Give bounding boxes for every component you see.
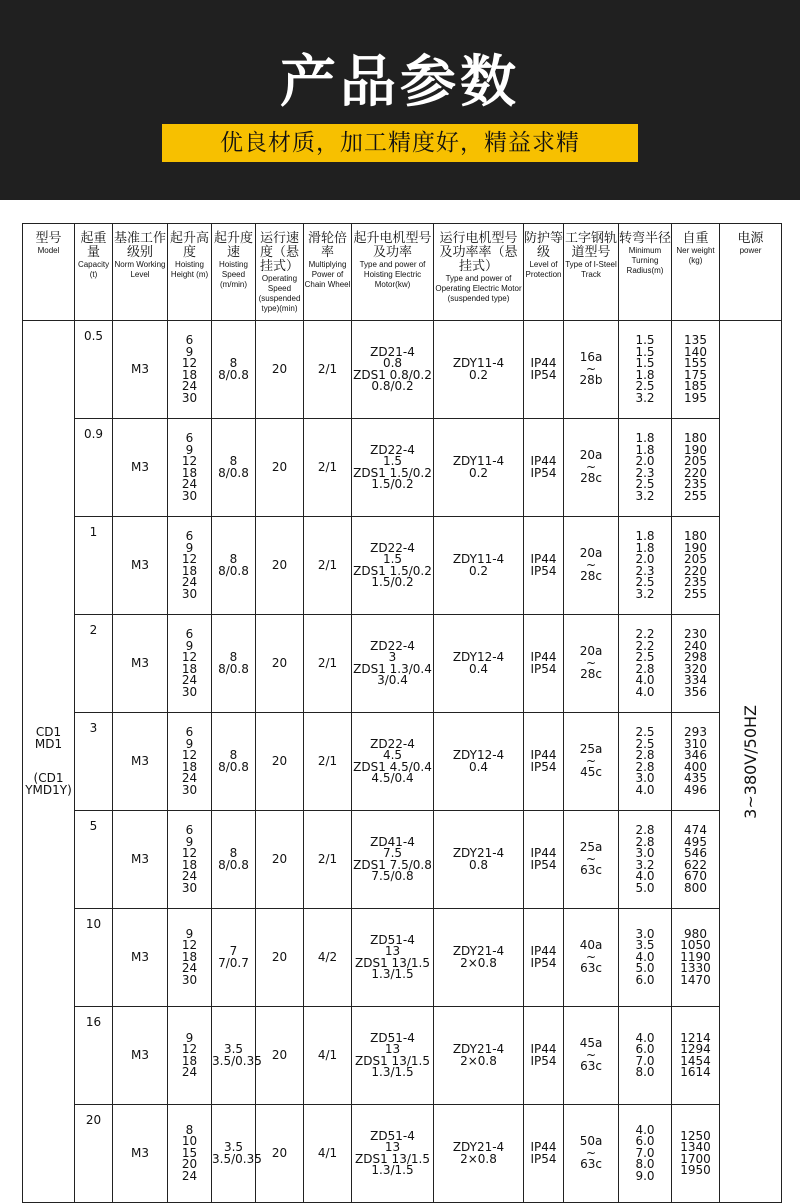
height-cell: 6 9 12 18 24 30 (168, 517, 212, 615)
column-header-cn: 运行电机型号及功率率（悬挂式） (439, 231, 518, 274)
column-header (524, 224, 564, 321)
table-row (23, 1105, 782, 1203)
power-cell (720, 321, 782, 1203)
protection-cell: IP44 IP54 (524, 517, 564, 615)
protection-cell: IP44 IP54 (524, 1007, 564, 1105)
height-cell: 6 9 12 18 24 30 (168, 811, 212, 909)
column-header-en: Operating Speed (suspended type)(min) (258, 274, 301, 313)
weight-cell: 1214 1294 1454 1614 (672, 1007, 720, 1105)
op-motor-cell: ZDY21-4 2×0.8 (434, 1007, 524, 1105)
table-row (23, 419, 782, 517)
column-header-en: Type and power of Operating Electric Motor (suspended type) (435, 274, 522, 303)
hoist-motor-cell: ZD22-4 4.5 ZDS1 4.5/0.4 4.5/0.4 (352, 713, 434, 811)
radius-cell: 2.8 2.8 3.0 3.2 4.0 5.0 (619, 811, 672, 909)
op-speed-cell: 20 (256, 909, 304, 1007)
column-header-en: Minimum Turning Radius(m) (626, 246, 664, 275)
hoist-motor-cell: ZD22-4 1.5 ZDS1 1.5/0.2 1.5/0.2 (352, 419, 434, 517)
protection-cell: IP44 IP54 (524, 321, 564, 419)
column-header-en: Norm Working Level (114, 260, 166, 279)
column-header (619, 224, 672, 321)
protection-cell: IP44 IP54 (524, 713, 564, 811)
op-speed-cell: 20 (256, 713, 304, 811)
height-cell: 9 12 18 24 30 (168, 909, 212, 1007)
column-header (564, 224, 619, 321)
ratio-cell: 4/1 (304, 1105, 352, 1203)
level-cell: M3 (113, 909, 168, 1007)
level-cell: M3 (113, 321, 168, 419)
column-header (212, 224, 256, 321)
column-header (23, 224, 75, 321)
speed-cell: 8 8/0.8 (212, 615, 256, 713)
table-row (23, 909, 782, 1007)
column-header (304, 224, 352, 321)
column-header-cn: 滑轮倍率 (307, 231, 347, 260)
column-header-cn: 起重量 (80, 231, 107, 260)
speed-cell: 7 7/0.7 (212, 909, 256, 1007)
column-header-en: Model (37, 246, 60, 255)
radius-cell: 1.8 1.8 2.0 2.3 2.5 3.2 (619, 419, 672, 517)
ratio-cell: 2/1 (304, 615, 352, 713)
header-row (23, 224, 782, 321)
power-label: 3~380V/50HZ (740, 704, 760, 819)
track-cell: 20a ~ 28c (564, 419, 619, 517)
capacity-cell: 0.9 (75, 419, 113, 517)
table-row (23, 811, 782, 909)
hoist-motor-cell: ZD51-4 13 ZDS1 13/1.5 1.3/1.5 (352, 909, 434, 1007)
track-cell: 45a ~ 63c (564, 1007, 619, 1105)
hoist-motor-cell: ZD51-4 13 ZDS1 13/1.5 1.3/1.5 (352, 1105, 434, 1203)
op-speed-cell: 20 (256, 1105, 304, 1203)
protection-cell: IP44 IP54 (524, 419, 564, 517)
height-cell: 6 9 12 18 24 30 (168, 419, 212, 517)
op-motor-cell: ZDY11-4 0.2 (434, 321, 524, 419)
ratio-cell: 2/1 (304, 517, 352, 615)
column-header-en: Type and power of Hoisting Electric Motor(kw) (359, 260, 426, 289)
table-row (23, 321, 782, 419)
column-header-en: Hoisting Speed (m/min) (219, 260, 248, 289)
column-header-en: Level of Protection (525, 260, 562, 279)
column-header-cn: 基准工作级别 (113, 231, 166, 260)
model-cell: CD1 MD1 (CD1 YMD1Y) (23, 321, 75, 1203)
level-cell: M3 (113, 419, 168, 517)
height-cell: 6 9 12 18 24 30 (168, 321, 212, 419)
hoist-motor-cell: ZD51-4 13 ZDS1 13/1.5 1.3/1.5 (352, 1007, 434, 1105)
column-header-en: power (739, 246, 762, 255)
radius-cell: 3.0 3.5 4.0 5.0 6.0 (619, 909, 672, 1007)
weight-cell: 230 240 298 320 334 356 (672, 615, 720, 713)
op-motor-cell: ZDY11-4 0.2 (434, 517, 524, 615)
op-motor-cell: ZDY21-4 0.8 (434, 811, 524, 909)
table-body (23, 321, 782, 1203)
table-row (23, 517, 782, 615)
track-cell: 50a ~ 63c (564, 1105, 619, 1203)
table-row (23, 615, 782, 713)
height-cell: 8 10 15 20 24 (168, 1105, 212, 1203)
track-cell: 25a ~ 63c (564, 811, 619, 909)
ratio-cell: 2/1 (304, 321, 352, 419)
capacity-cell: 0.5 (75, 321, 113, 419)
level-cell: M3 (113, 615, 168, 713)
ratio-cell: 2/1 (304, 713, 352, 811)
column-header-cn: 自重 (682, 231, 709, 246)
speed-cell: 3.5 3.5/0.35 (212, 1105, 256, 1203)
column-header-en: Type of I-Steel Track (565, 260, 617, 279)
weight-cell: 980 1050 1190 1330 1470 (672, 909, 720, 1007)
column-header (352, 224, 434, 321)
radius-cell: 1.5 1.5 1.5 1.8 2.5 3.2 (619, 321, 672, 419)
column-header-cn: 电源 (737, 231, 764, 246)
column-header (720, 224, 782, 321)
column-header (168, 224, 212, 321)
weight-cell: 474 495 546 622 670 800 (672, 811, 720, 909)
speed-cell: 8 8/0.8 (212, 321, 256, 419)
ratio-cell: 2/1 (304, 811, 352, 909)
op-motor-cell: ZDY12-4 0.4 (434, 713, 524, 811)
capacity-cell: 5 (75, 811, 113, 909)
capacity-cell: 1 (75, 517, 113, 615)
op-speed-cell: 20 (256, 517, 304, 615)
column-header (434, 224, 524, 321)
capacity-cell: 16 (75, 1007, 113, 1105)
column-header-en: Capacity (t) (77, 260, 110, 279)
column-header-cn: 起升高度 (169, 231, 209, 260)
op-motor-cell: ZDY11-4 0.2 (434, 419, 524, 517)
radius-cell: 2.5 2.5 2.8 2.8 3.0 4.0 (619, 713, 672, 811)
op-speed-cell: 20 (256, 615, 304, 713)
level-cell: M3 (113, 1007, 168, 1105)
weight-cell: 1250 1340 1700 1950 (672, 1105, 720, 1203)
weight-cell: 180 190 205 220 235 255 (672, 419, 720, 517)
track-cell: 20a ~ 28c (564, 615, 619, 713)
height-cell: 6 9 12 18 24 30 (168, 615, 212, 713)
track-cell: 16a ~ 28b (564, 321, 619, 419)
height-cell: 9 12 18 24 (168, 1007, 212, 1105)
track-cell: 25a ~ 45c (564, 713, 619, 811)
capacity-cell: 3 (75, 713, 113, 811)
level-cell: M3 (113, 1105, 168, 1203)
capacity-cell: 20 (75, 1105, 113, 1203)
op-motor-cell: ZDY21-4 2×0.8 (434, 1105, 524, 1203)
hoist-motor-cell: ZD22-4 1.5 ZDS1 1.5/0.2 1.5/0.2 (352, 517, 434, 615)
banner-subtitle: 优良材质，加工精度好，精益求精 (162, 124, 638, 162)
ratio-cell: 4/1 (304, 1007, 352, 1105)
column-header (75, 224, 113, 321)
weight-cell: 293 310 346 400 435 496 (672, 713, 720, 811)
radius-cell: 1.8 1.8 2.0 2.3 2.5 3.2 (619, 517, 672, 615)
title-banner (0, 0, 800, 200)
hoist-motor-cell: ZD21-4 0.8 ZDS1 0.8/0.2 0.8/0.2 (352, 321, 434, 419)
column-header-en: Hoisting Height (m) (170, 260, 209, 279)
capacity-cell: 10 (75, 909, 113, 1007)
track-cell: 40a ~ 63c (564, 909, 619, 1007)
column-header-cn: 型号 (35, 231, 62, 246)
column-header (672, 224, 720, 321)
speed-cell: 8 8/0.8 (212, 713, 256, 811)
column-header-cn: 起升电机型号及功率 (353, 231, 432, 260)
protection-cell: IP44 IP54 (524, 1105, 564, 1203)
column-header (113, 224, 168, 321)
op-speed-cell: 20 (256, 811, 304, 909)
level-cell: M3 (113, 517, 168, 615)
speed-cell: 8 8/0.8 (212, 811, 256, 909)
height-cell: 6 9 12 18 24 30 (168, 713, 212, 811)
column-header-cn: 防护等级 (524, 231, 564, 260)
op-motor-cell: ZDY12-4 0.4 (434, 615, 524, 713)
column-header-en: Multiplying Power of Chain Wheel (304, 260, 351, 289)
column-header-cn: 起升度速 (213, 231, 253, 260)
speed-cell: 8 8/0.8 (212, 517, 256, 615)
op-motor-cell: ZDY21-4 2×0.8 (434, 909, 524, 1007)
weight-cell: 180 190 205 220 235 255 (672, 517, 720, 615)
level-cell: M3 (113, 713, 168, 811)
column-header-cn: 运行速度（悬挂式） (259, 231, 299, 274)
table-row (23, 713, 782, 811)
protection-cell: IP44 IP54 (524, 909, 564, 1007)
capacity-cell: 2 (75, 615, 113, 713)
table-row (23, 1007, 782, 1105)
banner-title: 产品参数 (280, 50, 520, 115)
speed-cell: 8 8/0.8 (212, 419, 256, 517)
radius-cell: 4.0 6.0 7.0 8.0 (619, 1007, 672, 1105)
column-header (256, 224, 304, 321)
radius-cell: 2.2 2.2 2.5 2.8 4.0 4.0 (619, 615, 672, 713)
radius-cell: 4.0 6.0 7.0 8.0 9.0 (619, 1105, 672, 1203)
track-cell: 20a ~ 28c (564, 517, 619, 615)
op-speed-cell: 20 (256, 321, 304, 419)
level-cell: M3 (113, 811, 168, 909)
column-header-en: Ner weight (kg) (676, 246, 715, 265)
hoist-motor-cell: ZD41-4 7.5 ZDS1 7.5/0.8 7.5/0.8 (352, 811, 434, 909)
op-speed-cell: 20 (256, 419, 304, 517)
ratio-cell: 2/1 (304, 419, 352, 517)
column-header-cn: 转弯半径 (619, 231, 672, 246)
protection-cell: IP44 IP54 (524, 615, 564, 713)
ratio-cell: 4/2 (304, 909, 352, 1007)
hoist-motor-cell: ZD22-4 3 ZDS1 1.3/0.4 3/0.4 (352, 615, 434, 713)
weight-cell: 135 140 155 175 185 195 (672, 321, 720, 419)
protection-cell: IP44 IP54 (524, 811, 564, 909)
speed-cell: 3.5 3.5/0.35 (212, 1007, 256, 1105)
column-header-cn: 工字钢轨道型号 (564, 231, 617, 260)
op-speed-cell: 20 (256, 1007, 304, 1105)
parameter-table (22, 223, 782, 1203)
